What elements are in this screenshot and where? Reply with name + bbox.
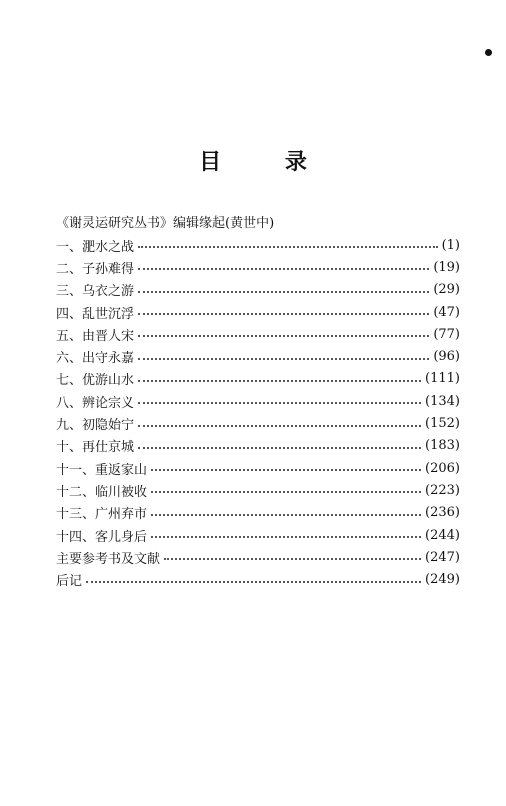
page-title: 目 录 [199, 150, 335, 175]
toc-entry-title: 十四、客儿身后 [56, 529, 148, 545]
toc-entry-page: (247) [425, 549, 460, 565]
toc-entry-page: (236) [425, 505, 460, 521]
toc-entry-page: (111) [425, 371, 460, 387]
toc-entry-page: (249) [425, 572, 460, 588]
toc-leader [151, 536, 421, 538]
toc-entry[interactable] [56, 546, 460, 568]
toc-leader [138, 313, 429, 315]
toc-entry[interactable] [56, 412, 460, 434]
table-of-contents [56, 234, 460, 591]
toc-leader [138, 425, 421, 427]
toc-leader [151, 491, 421, 493]
toc-entry-page: (152) [425, 416, 460, 432]
toc-entry-title: 主要参考书及文献 [56, 551, 161, 567]
toc-entry-page: (77) [433, 326, 460, 342]
toc-entry-title: 八、辨论宗义 [56, 395, 135, 411]
toc-entry[interactable] [56, 479, 460, 501]
toc-entry-page: (19) [433, 259, 460, 275]
toc-leader [138, 291, 429, 293]
toc-entry[interactable] [56, 345, 460, 367]
ink-dot [485, 49, 492, 56]
toc-entry-title: 九、初隐始宁 [56, 418, 135, 434]
toc-entry-page: (223) [425, 482, 460, 498]
toc-leader [86, 581, 421, 583]
toc-entry[interactable] [56, 323, 460, 345]
toc-entry-title: 后记 [56, 574, 83, 590]
toc-leader [138, 246, 438, 248]
toc-entry-page: (1) [441, 237, 460, 253]
toc-entry[interactable] [56, 502, 460, 524]
toc-entry[interactable] [56, 435, 460, 457]
toc-entry-page: (96) [433, 349, 460, 365]
toc-entry-title: 十、再仕京城 [56, 440, 135, 456]
toc-entry[interactable] [56, 256, 460, 278]
toc-entry-title: 三、乌衣之游 [56, 284, 135, 300]
toc-heading: 《谢灵运研究丛书》编辑缘起(黄世中) [56, 216, 275, 231]
toc-leader [151, 514, 421, 516]
toc-entry[interactable] [56, 390, 460, 412]
toc-entry-page: (183) [425, 438, 460, 454]
toc-entry-page: (134) [425, 393, 460, 409]
toc-entry-title: 四、乱世沉浮 [56, 306, 135, 322]
toc-entry[interactable] [56, 457, 460, 479]
toc-entry-title: 一、淝水之战 [56, 239, 135, 255]
toc-leader [138, 268, 429, 270]
toc-entry-page: (244) [425, 527, 460, 543]
toc-entry-page: (29) [433, 282, 460, 298]
toc-entry[interactable] [56, 234, 460, 256]
toc-entry-title: 六、出守永嘉 [56, 351, 135, 367]
toc-entry-page: (47) [433, 304, 460, 320]
toc-leader [138, 447, 421, 449]
toc-leader [151, 469, 421, 471]
toc-entry[interactable] [56, 279, 460, 301]
toc-entry-title: 二、子孙难得 [56, 261, 135, 277]
toc-leader [138, 380, 421, 382]
toc-entry[interactable] [56, 524, 460, 546]
toc-leader [138, 402, 421, 404]
toc-entry[interactable] [56, 301, 460, 323]
toc-entry-title: 十三、广州弃市 [56, 507, 148, 523]
toc-entry-title: 十二、临川被收 [56, 484, 148, 500]
toc-entry-page: (206) [425, 460, 460, 476]
toc-leader [138, 358, 429, 360]
toc-entry-title: 五、由晋人宋 [56, 328, 135, 344]
toc-leader [138, 335, 429, 337]
toc-leader [164, 558, 421, 560]
toc-entry[interactable] [56, 568, 460, 590]
toc-entry-title: 十一、重返家山 [56, 462, 148, 478]
toc-entry-title: 七、优游山水 [56, 373, 135, 389]
toc-entry[interactable] [56, 368, 460, 390]
